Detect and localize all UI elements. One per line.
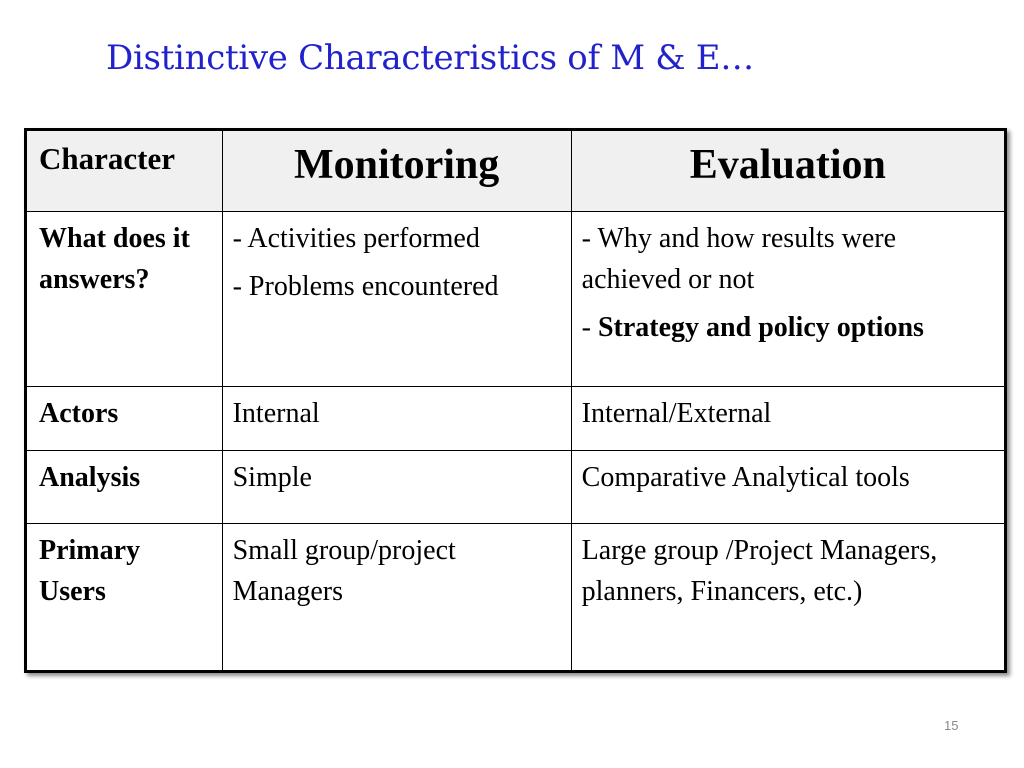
- cell-monitoring-analysis: Simple: [222, 451, 571, 524]
- evaluation-what-item-2-prefix: -: [581, 312, 598, 343]
- cell-evaluation-users: Large group /Project Managers, planners, Financers, etc.): [571, 524, 1005, 672]
- monitoring-what-item-1: - Activities performed: [232, 223, 480, 254]
- row-label-actors: Actors: [26, 387, 223, 451]
- row-label-analysis: Analysis: [26, 451, 223, 524]
- table-row-what-does-it-answer: [26, 212, 1006, 387]
- table-header-row: [26, 130, 1006, 212]
- row-label-what: What does it answers?: [26, 212, 223, 387]
- header-character: Character: [26, 130, 223, 212]
- monitoring-what-item-2: - Problems encountered: [232, 271, 499, 302]
- slide-title: Distinctive Characteristics of M & E…: [106, 38, 754, 78]
- page-number: 15: [944, 718, 959, 733]
- header-monitoring: Monitoring: [222, 130, 571, 212]
- cell-monitoring-actors: Internal: [222, 387, 571, 451]
- evaluation-what-item-2: [582, 307, 994, 348]
- cell-evaluation-analysis: Comparative Analytical tools: [571, 451, 1005, 524]
- table-row-actors: [26, 387, 1006, 451]
- cell-monitoring-users: Small group/project Managers: [222, 524, 571, 672]
- table-row-analysis: [26, 451, 1006, 524]
- cell-monitoring-what: [222, 212, 571, 387]
- evaluation-what-item-1: - Why and how results were achieved or not: [581, 223, 897, 295]
- row-label-primary-users: Primary Users: [26, 524, 223, 672]
- cell-evaluation-what: [571, 212, 1005, 387]
- cell-evaluation-actors: Internal/External: [571, 387, 1005, 451]
- evaluation-what-item-2-bold: Strategy and policy options: [597, 312, 924, 343]
- table-row-primary-users: [26, 524, 1006, 672]
- comparison-table: [24, 128, 1007, 673]
- header-evaluation: Evaluation: [571, 130, 1005, 212]
